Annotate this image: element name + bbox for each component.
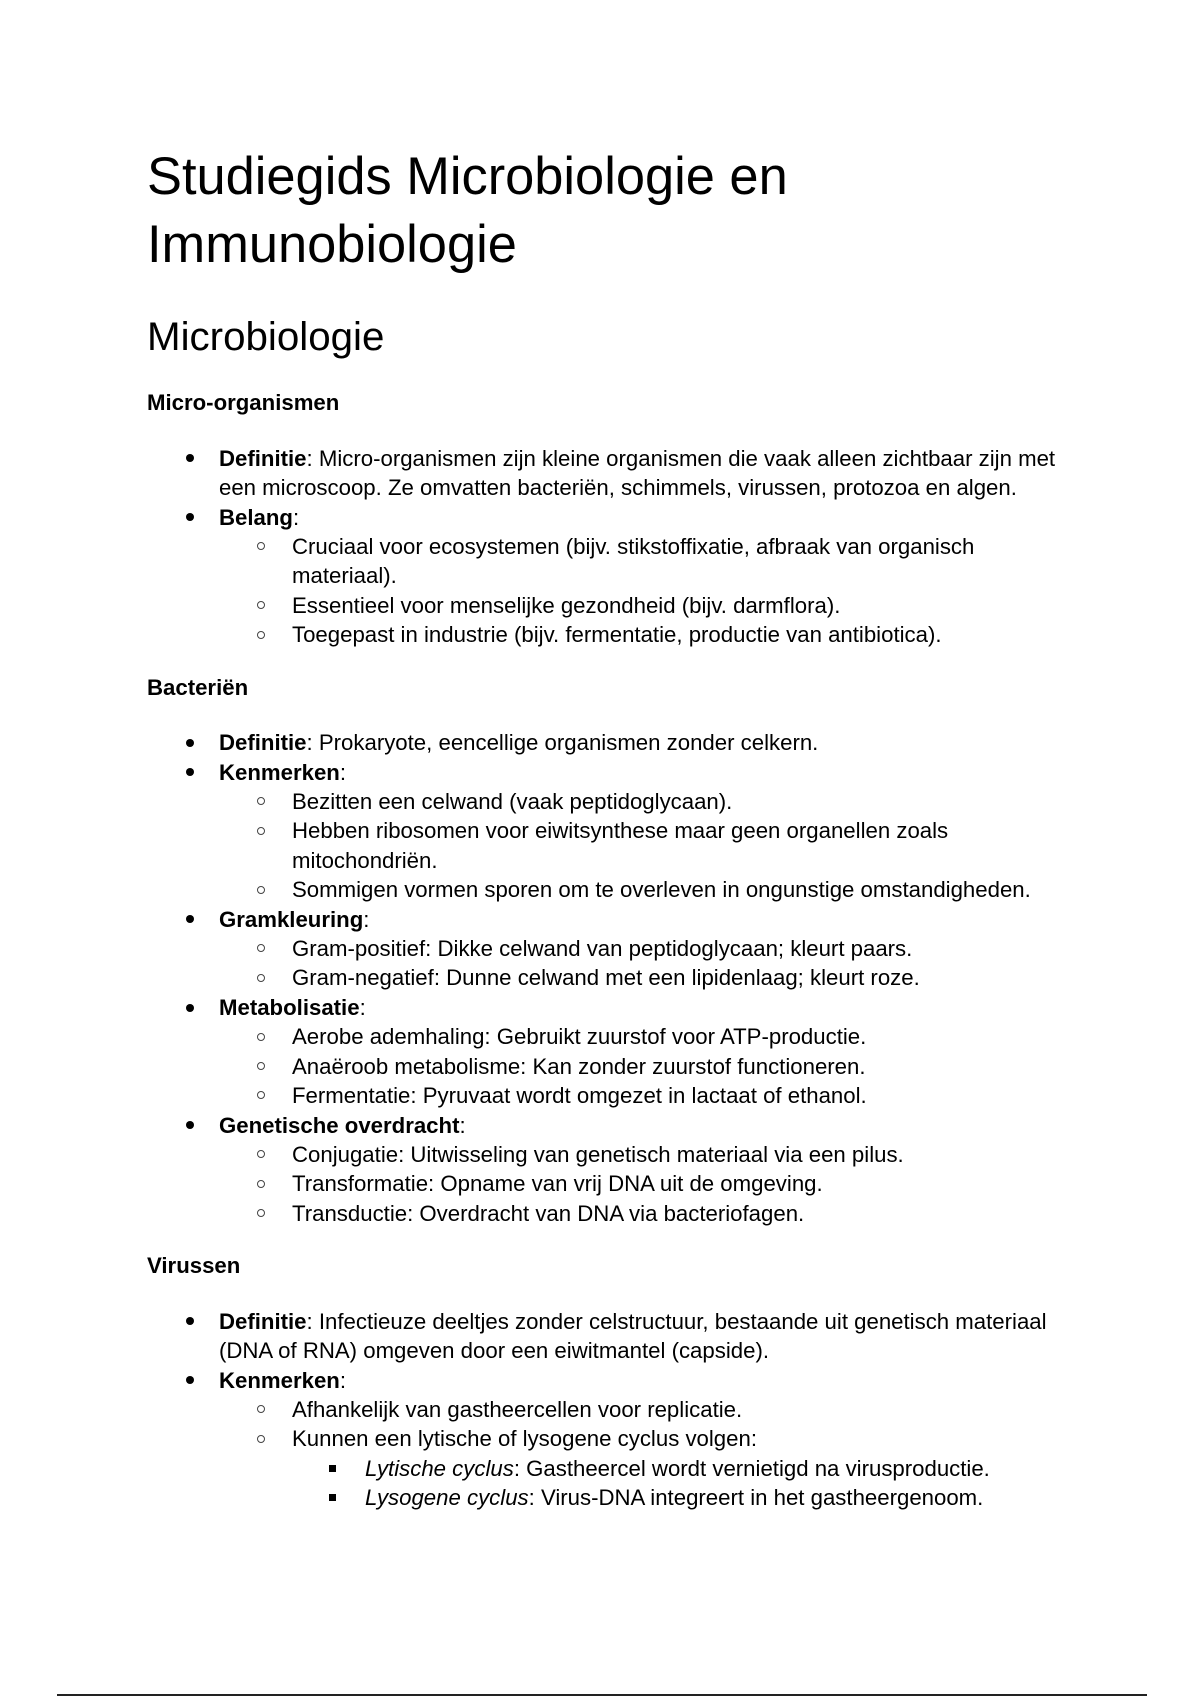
bullet-list: [147, 444, 1056, 650]
sub-list: [219, 934, 1056, 993]
item-text: : Micro-organismen zijn kleine organismen die vaak alleen zichtbaar zijn met een microscoop. Ze omvatten bacteriën, schimmels, virussen, protozoa en algen.: [219, 445, 1056, 501]
sub-list-item: Transformatie: Opname van vrij DNA uit de omgeving.: [292, 1169, 1056, 1198]
sub-list: [219, 1140, 1056, 1228]
cycle-term: Lysogene cyclus: [365, 1485, 529, 1511]
sub-item-text: Kunnen een lytische of lysogene cyclus volgen:: [292, 1426, 757, 1452]
list-item: [219, 905, 1056, 993]
item-label: Genetische overdracht: [219, 1112, 460, 1138]
sub-list: [219, 532, 1056, 650]
sub-list-item: Aerobe ademhaling: Gebruikt zuurstof voor ATP-productie.: [292, 1022, 1056, 1051]
bullet-list: [147, 1307, 1056, 1513]
item-label: Definitie: [219, 445, 307, 471]
cycle-term: Lytische cyclus: [365, 1455, 514, 1481]
sub-list-item: Bezitten een celwand (vaak peptidoglycaan).: [292, 787, 1056, 816]
sub-sub-list-item: [365, 1483, 1056, 1512]
sub-list-item: Anaëroob metabolisme: Kan zonder zuurstof functioneren.: [292, 1052, 1056, 1081]
item-text: : Prokaryote, eencellige organismen zonder celkern.: [306, 730, 819, 756]
document-body: [147, 0, 1056, 1513]
list-item: [219, 1111, 1056, 1229]
list-item: [219, 758, 1056, 905]
sub-list-item: Conjugatie: Uitwisseling van genetisch materiaal via een pilus.: [292, 1140, 1056, 1169]
item-text: :: [363, 906, 370, 932]
item-label: Definitie: [219, 1308, 307, 1334]
item-label: Gramkleuring: [219, 906, 364, 932]
sub-sub-list: [292, 1454, 1056, 1513]
sub-list-item: [292, 1424, 1056, 1512]
sub-list-item: Hebben ribosomen voor eiwitsynthese maar geen organellen zoals mitochondriën.: [292, 816, 1056, 875]
sub-list-item: Essentieel voor menselijke gezondheid (bijv. darmflora).: [292, 591, 1056, 620]
sub-list-item: Cruciaal voor ecosystemen (bijv. stikstoffixatie, afbraak van organisch materiaal).: [292, 532, 1056, 591]
item-label: Belang: [219, 504, 293, 530]
list-item: [219, 503, 1056, 650]
sub-list-item: Transductie: Overdracht van DNA via bacteriofagen.: [292, 1199, 1056, 1228]
bullet-list: [147, 728, 1056, 1228]
cycle-text: : Virus-DNA integreert in het gastheergenoom.: [528, 1485, 984, 1511]
topic-heading: Virussen: [147, 1253, 241, 1279]
item-text: :: [339, 759, 347, 785]
item-text: :: [339, 1367, 347, 1393]
sub-list-item: Gram-negatief: Dunne celwand met een lipidenlaag; kleurt roze.: [292, 963, 1056, 992]
page-divider: [57, 1694, 1147, 1696]
sub-sub-list-item: [365, 1454, 1056, 1483]
item-label: Metabolisatie: [219, 994, 360, 1020]
sub-list-item: Sommigen vormen sporen om te overleven in ongunstige omstandigheden.: [292, 875, 1056, 904]
sub-list: [219, 1395, 1056, 1513]
item-text: :: [292, 504, 300, 530]
topic-heading: Micro-organismen: [147, 390, 340, 416]
sub-list-item: Afhankelijk van gastheercellen voor replicatie.: [292, 1395, 1056, 1424]
item-label: Definitie: [219, 730, 307, 756]
cycle-text: : Gastheercel wordt vernietigd na virusproductie.: [513, 1455, 990, 1481]
item-text: : Infectieuze deeltjes zonder celstructuur, bestaande uit genetisch materiaal (DNA of RNA) omgeven door een eiwitmantel (capside).: [219, 1308, 1047, 1364]
sub-list-item: Gram-positief: Dikke celwand van peptidoglycaan; kleurt paars.: [292, 934, 1056, 963]
list-item: [219, 444, 1056, 503]
item-text: :: [459, 1112, 466, 1138]
sub-list: [219, 787, 1056, 905]
document-title: Studiegids Microbiologie en Immunobiologie: [147, 148, 788, 274]
list-item: [219, 728, 1056, 757]
item-text: :: [359, 994, 366, 1020]
list-item: [219, 993, 1056, 1111]
item-label: Kenmerken: [219, 1367, 340, 1393]
topic-heading: Bacteriën: [147, 674, 249, 700]
sub-list-item: Fermentatie: Pyruvaat wordt omgezet in lactaat of ethanol.: [292, 1081, 1056, 1110]
list-item: [219, 1366, 1056, 1513]
list-item: [219, 1307, 1056, 1366]
sub-list: [219, 1022, 1056, 1110]
section-heading: Microbiologie: [147, 314, 385, 359]
item-label: Kenmerken: [219, 759, 340, 785]
sub-list-item: Toegepast in industrie (bijv. fermentatie, productie van antibiotica).: [292, 620, 1056, 649]
